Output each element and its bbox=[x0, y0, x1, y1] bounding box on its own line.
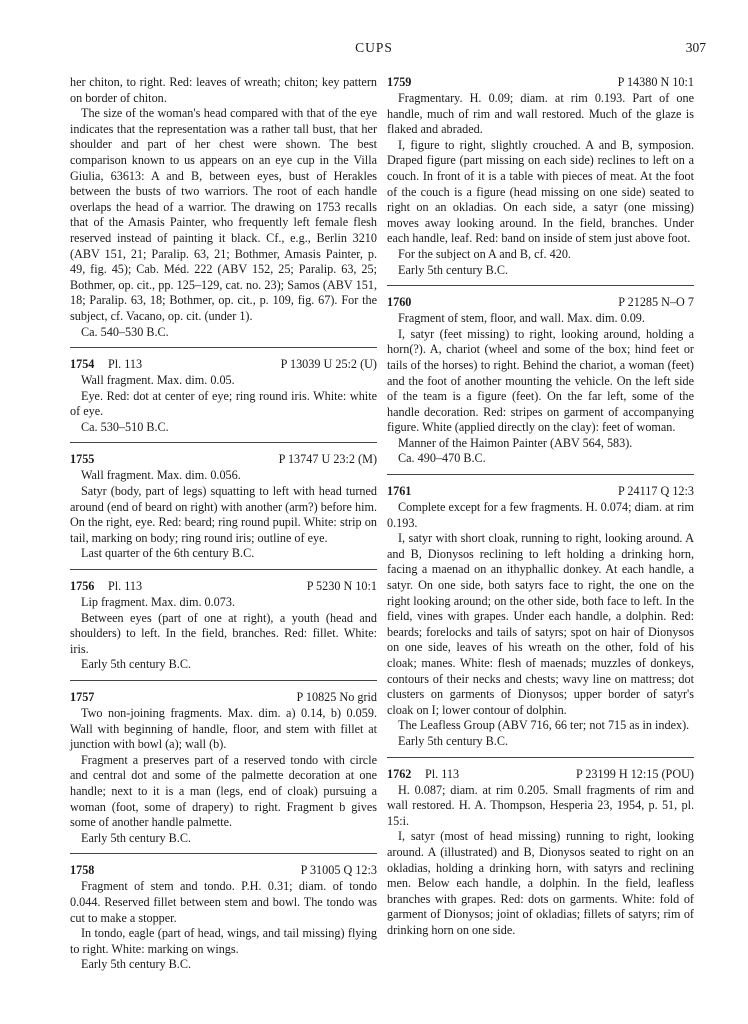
entry-note: The Leafless Group (ABV 716, 66 ter; not 715 as in index). bbox=[398, 718, 690, 733]
catalogue-number: 1761 bbox=[387, 484, 412, 499]
entry-description: Between eyes (part of one at right), a youth (head and shoulders) to left. In the field, branches. Red: fillet. White: iris. bbox=[70, 610, 377, 656]
entry-header-1754 bbox=[70, 357, 377, 373]
plate-reference: Pl. 113 bbox=[108, 579, 143, 594]
entry-date: Last quarter of the 6th century B.C. bbox=[81, 546, 255, 561]
entry-dimensions: Two non-joining fragments. Max. dim. a) 0.14, b) 0.059. Wall with beginning of handle, floor, and stem with fillet at junction with bowl (a); wall (b). bbox=[70, 706, 377, 752]
right-column bbox=[387, 75, 694, 939]
entry-description: I, satyr (feet missing) to right, looking around, holding a horn(?). A, chariot (wheel and some of the box; hind feet or tails of the horses) to right. Behind the chariot, a woman (feet) and the foot of another mounting the vehicle. On the left side of the team is a figure (feet). On the far left, some of the handle decoration. Red: stripes on garment of accompanying figure. White (applied directly on the clay): feet of woman. bbox=[387, 326, 694, 435]
entry-description: Fragment a preserves part of a reserved tondo with circle and central dot and some of the palmette decoration at one handle; next to it is a man (legs, end of cloak) pursuing a woman (foot, some of drapery) to right. Fragment b gives some of another handle palmette. bbox=[70, 752, 377, 830]
entry-dimensions: Lip fragment. Max. dim. 0.073. bbox=[81, 595, 236, 610]
catalogue-number: 1757 bbox=[70, 690, 95, 704]
entry-header-1762 bbox=[387, 767, 694, 783]
entry-dimensions: Fragmentary. H. 0.09; diam. at rim 0.193. Part of one handle, much of rim and wall restored. Much of the glaze is flaked and abraded. bbox=[387, 91, 694, 137]
entry-description: I, satyr (most of head missing) running to right, looking around. A (illustrated) and B, Dionysos seated to right on an okladias, holding a drinking horn, with satyrs and reclining men. Below each handle, a dolphin. In the field, leafless branches with grapes. Red: dots on garments. White: fold of garment of Dionysos; joint of okladias; fillets of satyrs; rim of drinking horn on one side. bbox=[387, 829, 694, 937]
entry-description: Satyr (body, part of legs) squatting to left with head turned around (end of beard on right) with another (arm?) before him. On the right, eye. Red: beard; ring round pupil. White: strip on tail, marking on body; ring round iris; outline of eye. bbox=[70, 484, 377, 545]
plate-reference: Pl. 113 bbox=[108, 357, 143, 372]
entry-date: Ca. 490–470 B.C. bbox=[398, 451, 486, 466]
entry-date: Ca. 530–510 B.C. bbox=[81, 419, 169, 434]
entry-note: Manner of the Haimon Painter (ABV 564, 583). bbox=[398, 435, 633, 450]
inventory-number: P 24117 Q 12:3 bbox=[618, 484, 694, 499]
entry-date: Early 5th century B.C. bbox=[81, 957, 192, 972]
entry-divider bbox=[387, 285, 694, 286]
page-number: 307 bbox=[685, 40, 706, 55]
entry-date: Early 5th century B.C. bbox=[81, 657, 192, 672]
left-column bbox=[70, 75, 377, 973]
inventory-number: P 14380 N 10:1 bbox=[617, 75, 694, 89]
entry-note: For the subject on A and B, cf. 420. bbox=[398, 246, 571, 261]
entry-dimensions: Complete except for a few fragments. H. 0.074; diam. at rim 0.193. bbox=[387, 500, 694, 530]
catalogue-number: 1755 bbox=[70, 452, 95, 467]
entry-header-1756 bbox=[70, 579, 377, 595]
entry-description: In tondo, eagle (part of head, wings, and tail missing) flying to right. White: marking on wings. bbox=[70, 926, 377, 956]
entry-divider bbox=[70, 347, 377, 348]
commentary-paragraph: The size of the woman's head compared with that of the eye indicates that the representation was a rather tall bust, that her shoulder and part of her chest were shown. The best comparison known to us appears on an eye cup in the Villa Giulia, 63613: A and B, between eyes, bust of Herakles between the busts of two warriors. The root of each handle overlaps the head of a warrior. The drawing on 1753 recalls that of the Amasis Painter, who frequently left female flesh reserved instead of painting it black. Cf., e.g., Berlin 3210 (ABV 151, 21; Paralip. 63, 21; Bothmer, Amasis Painter, p. 49, fig. 45); Cab. Méd. 222 (ABV 152, 25; Paralip. 63, 25; Bothmer, op. cit., pp. 125–129, cat. no. 23); Samos (ABV 151, 18; Paralip. 63, 18; Bothmer, op. cit., p. 109, fig. 67). For the subject, cf. Vacano, op. cit. (under 1). bbox=[70, 106, 377, 323]
entry-date: Early 5th century B.C. bbox=[398, 733, 509, 748]
entry-date: Ca. 540–530 B.C. bbox=[81, 324, 169, 339]
catalogue-number: 1760 bbox=[387, 295, 412, 310]
catalogue-number: 1754 bbox=[70, 357, 95, 372]
entry-header-1760 bbox=[387, 295, 694, 311]
catalogue-number: 1758 bbox=[70, 863, 95, 878]
entry-dimensions: Wall fragment. Max. dim. 0.05. bbox=[81, 373, 235, 388]
catalogue-number: 1756 bbox=[70, 579, 95, 594]
entry-dimensions: Fragment of stem and tondo. P.H. 0.31; diam. of tondo 0.044. Reserved fillet between stem and bowl. The tondo was cut to make a stopper. bbox=[70, 879, 377, 925]
entry-header-1757 bbox=[70, 690, 377, 706]
entry-date: Early 5th century B.C. bbox=[81, 830, 192, 845]
entry-header-1759 bbox=[387, 75, 694, 91]
entry-header-1755 bbox=[70, 452, 377, 468]
catalogue-number: 1759 bbox=[387, 75, 412, 89]
catalogue-number: 1762 bbox=[387, 766, 412, 781]
inventory-number: P 23199 H 12:15 (POU) bbox=[575, 766, 694, 781]
inventory-number: P 10825 No grid bbox=[296, 690, 377, 704]
inventory-number: P 13747 U 23:2 (M) bbox=[278, 452, 377, 467]
entry-dimensions: H. 0.087; diam. at rim 0.205. Small fragments of rim and wall restored. H. A. Thompson, Hesperia 23, 1954, p. 51, pl. 15:i. bbox=[387, 782, 694, 828]
plate-reference: Pl. 113 bbox=[425, 766, 460, 781]
entry-description: I, figure to right, slightly crouched. A and B, symposion. Draped figure (part missing on each side) reclines to left on a couch. In front of it is a table with pieces of meat. At the foot of the couch is a figure (head missing on one side) seated to right on an okladias. On each side, a satyr (one missing) moves away looking around. In the field, branches. Under each handle, leaf. Red: band on inside of stem just above foot. bbox=[387, 137, 694, 246]
entry-divider bbox=[387, 757, 694, 758]
page-header bbox=[0, 40, 748, 60]
inventory-number: P 31005 Q 12:3 bbox=[300, 863, 377, 878]
continued-paragraph: her chiton, to right. Red: leaves of wreath; chiton; key pattern on border of chiton. bbox=[70, 75, 377, 105]
entry-divider bbox=[70, 680, 377, 681]
entry-header-1758 bbox=[70, 863, 377, 879]
entry-divider bbox=[387, 474, 694, 475]
entry-dimensions: Fragment of stem, floor, and wall. Max. dim. 0.09. bbox=[398, 311, 645, 326]
inventory-number: P 21285 N–O 7 bbox=[618, 295, 694, 310]
running-title: CUPS bbox=[355, 40, 393, 55]
entry-description: Eye. Red: dot at center of eye; ring round iris. White: white of eye. bbox=[70, 388, 377, 419]
inventory-number: P 5230 N 10:1 bbox=[306, 579, 377, 594]
entry-date: Early 5th century B.C. bbox=[398, 262, 509, 277]
entry-divider bbox=[70, 569, 377, 570]
entry-divider bbox=[70, 442, 377, 443]
entry-header-1761 bbox=[387, 484, 694, 500]
entry-divider bbox=[70, 853, 377, 854]
inventory-number: P 13039 U 25:2 (U) bbox=[280, 357, 377, 372]
entry-description: I, satyr with short cloak, running to right, looking around. A and B, Dionysos reclining to left holding a drinking horn, facing a maenad on an ithyphallic donkey. At each handle, a satyr. On one side, both satyrs face to right, the one on the right looking around; on the other side, both face to left. In the field, vines with grapes. Under each handle, a dolphin. Red: beards; forelocks and tails of satyrs; spot on hair of Dionysos on one side, leaves of his wreath on the other, fold of his cloak; manes. White: flesh of maenads; muzzles of donkeys, contours of their necks and chests; wavy line on mattress; dot clusters on garments of Dionysos; upper border of satyr's cloak on I; lower contour of dolphin. bbox=[387, 531, 694, 717]
entry-dimensions: Wall fragment. Max. dim. 0.056. bbox=[81, 468, 241, 483]
